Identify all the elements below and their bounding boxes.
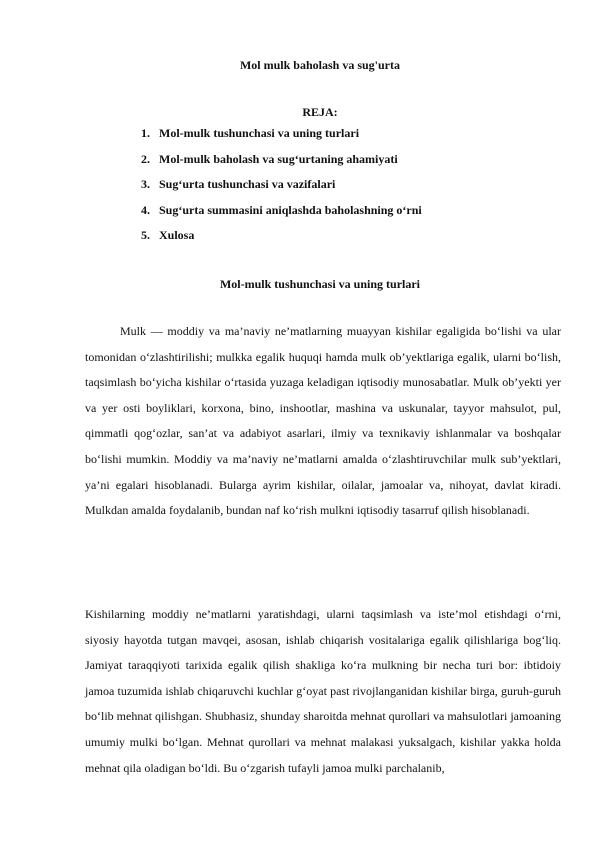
plan-item-number: 2. xyxy=(141,151,150,166)
plan-list xyxy=(141,125,422,253)
plan-item xyxy=(141,125,422,151)
plan-item-text: Sug‘urta tushunchasi va vazifalari xyxy=(159,177,336,191)
plan-item-text: Xulosa xyxy=(159,228,195,242)
plan-item-text: Mol-mulk baholash va sug‘urtaning ahamiyati xyxy=(159,151,398,166)
plan-item-number: 3. xyxy=(141,177,150,191)
plan-item-text: Mol-mulk tushunchasi va uning turlari xyxy=(159,126,360,140)
plan-item-number: 5. xyxy=(141,228,150,242)
document-title: Mol mulk baholash va sug'urta xyxy=(239,58,401,72)
plan-item-number: 4. xyxy=(141,202,150,217)
body-paragraph: Kishilarning moddiy ne’matlarni yaratishdagi, ularni taqsimlash va iste’mol etishdagi o‘rni, siyosiy hayotda tutgan mavqei, asosan, ishlab chiqarish vositalariga egalik qilishlariga bog‘liq. Jamiyat taraqqiyoti tarixida egalik qilish shakliga ko‘ra mulkning bir necha turi bor: ibtidoiy jamoa tuzumida ishlab chiqaruvchi kuchlar g‘oyat past rivojlanganidan kishilar birga, guruh-guruh bo‘lib mehnat qilishgan. Shubhasiz, shunday sharoitda mehnat qurollari va mahsulotlari jamoaning umumiy mulki bo‘lgan. Mehnat qurollari va mehnat malakasi yuksalgach, kishilar yakka holda mehnat qila oladigan bo‘ldi. Bu o‘zgarish tufayli jamoa mulki parchalanib, xyxy=(85,607,561,775)
plan-item xyxy=(141,202,422,228)
plan-heading: REJA: xyxy=(302,105,338,119)
plan-item-number: 1. xyxy=(141,126,150,140)
plan-item xyxy=(141,151,422,177)
plan-item xyxy=(141,227,422,253)
section-heading: Mol-mulk tushunchasi va uning turlari xyxy=(219,277,421,291)
body-paragraph: Mulk — moddiy va ma’naviy ne’matlarning muayyan kishilar egaligida bo‘lishi va ular tomonidan o‘zlashtirilishi; mulkka egalik huquqi hamda mulk ob’yektlariga egalik, ularni bo‘lish, taqsimlash bo‘yicha kishilar o‘rtasida yuzaga keladigan iqtisodiy munosabatlar. Mulk ob’yekti yer va yer osti boyliklari, korxona, bino, inshootlar, mashina va uskunalar, tayyor mahsulot, pul, qimmatli qog‘ozlar, san’at va adabiyot asarlari, ilmiy va texnikaviy ishlanmalar va boshqalar bo‘lishi mumkin. Moddiy va ma’naviy ne’matlarni amalda o‘zlashtiruvchilar mulk sub’yektlari, ya’ni egalari hisoblanadi. Bularga ayrim kishilar, oilalar, jamoalar va, nihoyat, davlat kiradi. Mulkdan amalda foydalanib, bundan naf ko‘rish mulkni iqtisodiy tasarruf qilish hisoblanadi. xyxy=(85,324,561,518)
plan-item xyxy=(141,176,422,202)
plan-item-text: Sug‘urta summasini aniqlashda baholashning o‘rni xyxy=(159,202,422,217)
